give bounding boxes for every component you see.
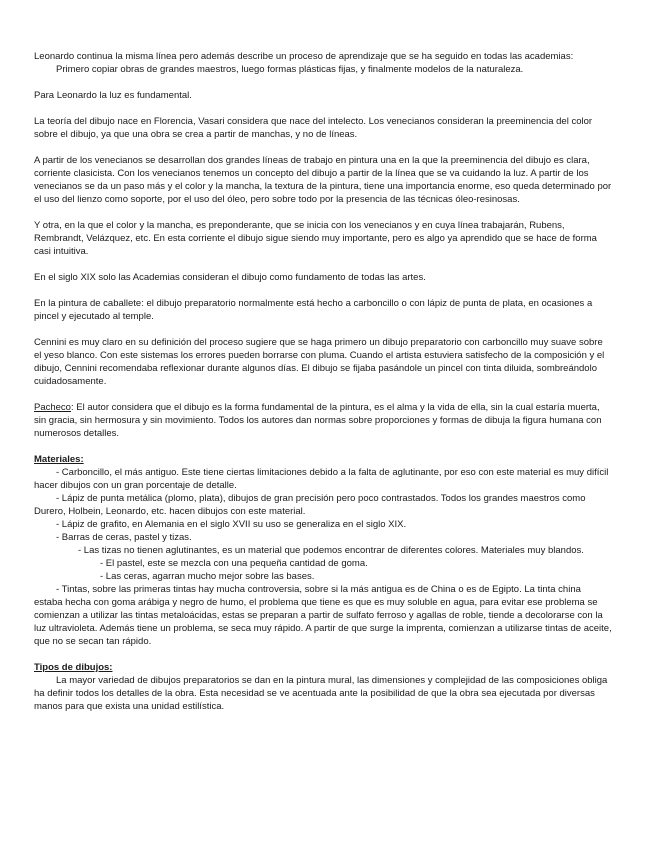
paragraph-venecianos: A partir de los venecianos se desarrollan dos grandes líneas de trabajo en pintura una en la que la preeminencia del dibujo es clara, corriente clasicista. Con los venecianos tenemos un concepto del dibujo a partir de la línea que se va cuidando la luz. A partir de los venecianos se da un paso más y el color y la mancha, la textura de la pintura, tiene una importancia enorme, eso queda determinado por el uso del lienzo como soporte, por el uso del óleo, pero sobre todo por la presencia de las técnicas óleo-resinosas. [34, 155, 612, 205]
material-item-barras: - Barras de ceras, pastel y tizas. [56, 532, 192, 543]
paragraph-teoria: La teoría del dibujo nace en Florencia, Vasari considera que nace del intelecto. Los venecianos consideran la preeminencia del color sobre el dibujo, ya que una obra se crea a partir de manchas, y no de líneas. [34, 116, 593, 140]
paragraph-leonardo-line2: Primero copiar obras de grandes maestros, luego formas plásticas fijas, y finalmente modelos de la naturaleza. [56, 64, 524, 75]
material-item-tintas: - Tintas, sobre las primeras tintas hay mucha controversia, sobre si la más antigua es de China o es de Egipto. La tinta china estaba hecha con goma arábiga y negro de humo, el problema que tiene es que es muy soluble en agua, para evitar ese problema se comienzan a utilizar las tintas metaloácidas, estas se preparan a partir de sulfato ferroso y agallas de roble, tiende a decolorarse con la luz ultravioleta. Además tiene un problema, se seca muy rápido. A partir de que surge la imprenta, comienzan a utilizarse tintas de aceite, que no se secan tan rápido. [34, 584, 612, 647]
material-item-tizas: - Las tizas no tienen aglutinantes, es un material que podemos encontrar de diferentes colores. Materiales muy blandos. [78, 545, 584, 556]
section-materiales [34, 453, 612, 648]
paragraph-siglo-xix: En el siglo XIX solo las Academias consideran el dibujo como fundamento de todas las artes. [34, 272, 426, 283]
tipos-text: La mayor variedad de dibujos preparatorios se dan en la pintura mural, las dimensiones y complejidad de las composiciones obliga ha definir todos los detalles de la obra. Esta necesidad se ve acentuada ante la posibilidad de que la obra sea ejecutada por diversas manos para que exista una unidad estilística. [34, 675, 608, 712]
material-item-punta-metalica: - Lápiz de punta metálica (plomo, plata), dibujos de gran precisión pero poco contrastados. Todos los grandes maestros como Durero, Holbein, Leonardo, etc. hacen dibujos con este material. [34, 493, 586, 517]
section-tipos [34, 661, 612, 713]
material-item-carboncillo: - Carboncillo, el más antiguo. Este tiene ciertas limitaciones debido a la falta de aglutinante, por eso con este material es muy difícil hacer dibujos con un gran porcentaje de detalle. [34, 467, 609, 491]
material-item-grafito: - Lápiz de grafito, en Alemania en el siglo XVII su uso se generaliza en el siglo XIX. [56, 519, 407, 530]
material-item-pastel: - El pastel, este se mezcla con una pequeña cantidad de goma. [100, 558, 368, 569]
pacheco-text: : El autor considera que el dibujo es la forma fundamental de la pintura, es el alma y la vida de ella, sin la cual estaría muerta, sin gracia, sin hermosura y sin movimiento. Todos los autores dan normas sobre proporciones y formas de dibuja la figura humana con numerosos detalles. [34, 402, 602, 439]
materiales-heading: Materiales: [34, 454, 84, 465]
paragraph-caballete: En la pintura de caballete: el dibujo preparatorio normalmente está hecho a carboncillo o con lápiz de punta de plata, en ocasiones a pincel y ejecutado al temple. [34, 298, 593, 322]
paragraph-leonardo [34, 50, 612, 76]
material-item-ceras: - Las ceras, agarran mucho mejor sobre las bases. [100, 571, 315, 582]
paragraph-leonardo-line1: Leonardo continua la misma línea pero además describe un proceso de aprendizaje que se ha seguido en todas las academias: [34, 51, 574, 62]
paragraph-pacheco [34, 401, 612, 440]
paragraph-otra: Y otra, en la que el color y la mancha, es preponderante, que se inicia con los venecianos y en cuya línea trabajarán, Rubens, Rembrandt, Velázquez, etc. En esta corriente el dibujo sigue siendo muy importante, pero es algo ya aprendido que se hace de forma casi intuitiva. [34, 220, 597, 257]
paragraph-luz: Para Leonardo la luz es fundamental. [34, 90, 192, 101]
pacheco-name: Pacheco [34, 402, 71, 413]
tipos-heading: Tipos de dibujos: [34, 662, 113, 673]
paragraph-cennini: Cennini es muy claro en su definición del proceso sugiere que se haga primero un dibujo preparatorio con carboncillo muy suave sobre el yeso blanco. Con este sistemas los errores pueden borrarse con pluma. Cuando el artista estuviera satisfecho de la composición y el dibujo, Cennini recomendaba reflexionar durante algunos días. El dibujo se fijaba pasándole un pincel con tinta diluida, sombreándolo cuidadosamente. [34, 337, 605, 387]
